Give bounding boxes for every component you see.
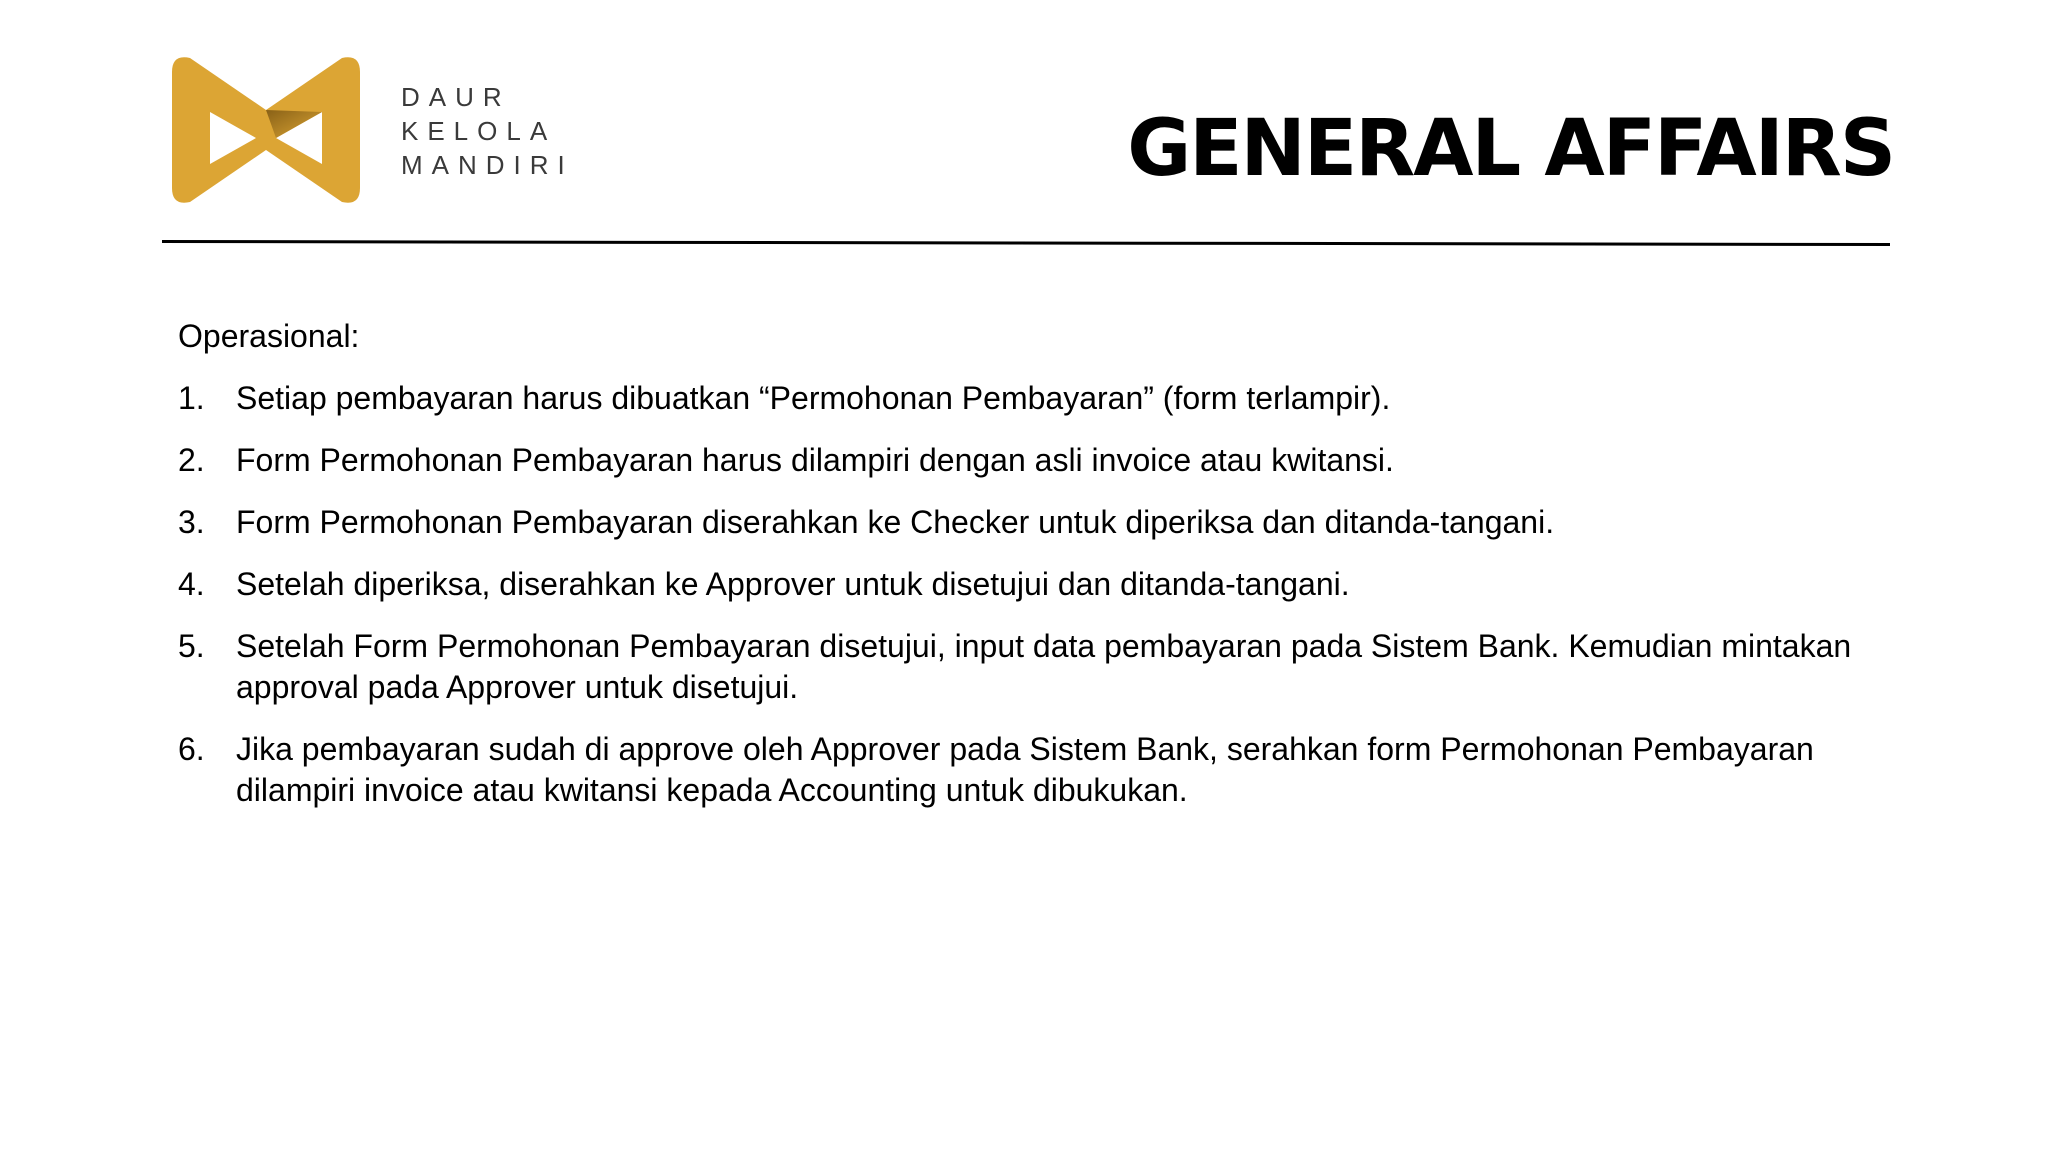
list-item-text: Setiap pembayaran harus dibuatkan “Permohonan Pembayaran” (form terlampir). (236, 380, 1391, 416)
list-item-number: 6. (178, 731, 205, 767)
list-item-number: 4. (178, 566, 205, 602)
section-heading: Operasional: (178, 318, 360, 354)
daur-kelola-mandiri-logo-icon (172, 54, 360, 206)
list-item-number: 5. (178, 628, 205, 664)
list-item-number: 1. (178, 380, 205, 416)
list-item-text: Setelah Form Permohonan Pembayaran disetujui, input data pembayaran pada Sistem Bank. Kemudian mintakan approval pada Approver untuk disetujui. (236, 628, 1852, 705)
list-item (178, 626, 1878, 708)
page-title: GENERAL AFFAIRS (1127, 104, 1894, 194)
list-item (178, 440, 1878, 481)
brand-wordmark (401, 80, 574, 182)
list-item-number: 3. (178, 504, 205, 540)
list-item-text: Setelah diperiksa, diserahkan ke Approver untuk disetujui dan ditanda-tangani. (236, 566, 1350, 602)
list-item (178, 564, 1878, 605)
list-item-number: 2. (178, 442, 205, 478)
list-item-text: Jika pembayaran sudah di approve oleh Approver pada Sistem Bank, serahkan form Permohonan Pembayaran dilampiri invoice atau kwitansi kepada Accounting untuk dibukukan. (236, 731, 1814, 808)
list-item (178, 729, 1878, 811)
list-item-text: Form Permohonan Pembayaran harus dilampiri dengan asli invoice atau kwitansi. (236, 442, 1394, 478)
header-divider (162, 240, 1890, 246)
procedure-list (178, 378, 1878, 811)
brand-line-mandiri: MANDIRI (401, 150, 574, 180)
brand-line-daur: DAUR (401, 82, 511, 112)
list-item (178, 378, 1878, 419)
list-item-text: Form Permohonan Pembayaran diserahkan ke Checker untuk diperiksa dan ditanda-tangani. (236, 504, 1555, 540)
brand-line-kelola: KELOLA (401, 116, 557, 146)
list-item (178, 502, 1878, 543)
content-body (178, 316, 1878, 832)
